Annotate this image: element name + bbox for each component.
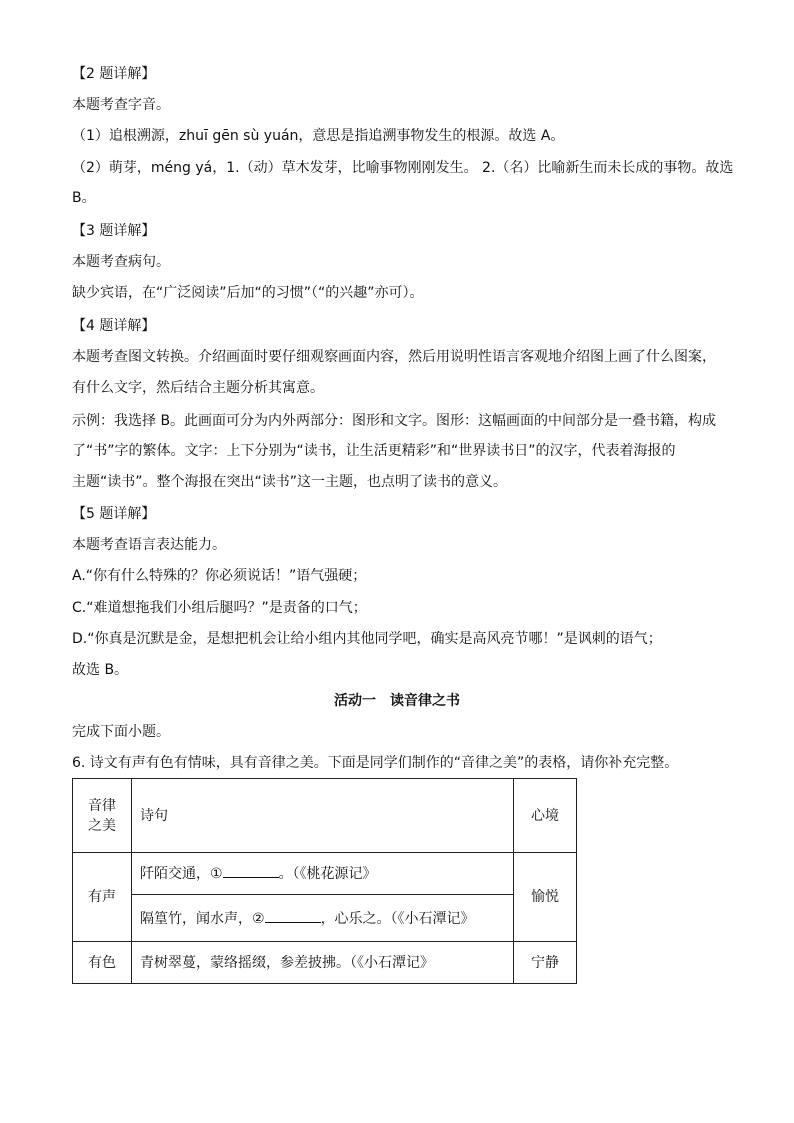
q4-text-1: 本题考查图文转换。介绍画面时要仔细观察画面内容，然后用说明性语言客观地介绍图上画了什么图案，: [72, 349, 716, 365]
verse-1-start: 阡陌交通，①: [140, 866, 223, 882]
q4-text-3: 示例：我选择 B。此画面可分为内外两部分：图形和文字。图形：这幅画面的中间部分是一叠书籍，构成: [72, 413, 717, 429]
q2-text-2: （1）追根溯源，zhuī gēn sù yuán，意思是指追溯事物发生的根源。故选 A。: [72, 128, 565, 144]
table-row-color: [73, 942, 577, 984]
blank-1-field[interactable]: [223, 863, 279, 878]
cell-color: 有色: [73, 942, 132, 984]
q5-text-5: 故选 B。: [72, 662, 129, 678]
cell-verse-2: [132, 895, 514, 942]
header-melody-text: 音律之美: [88, 797, 116, 834]
verse-2-source: ，心乐之。（《小石潭记》: [320, 910, 475, 927]
q4-text-4: 了“书”字的繁体。文字：上下分别为“读书，让生活更精彩”和“世界读书日”的汉字，代表着海报的: [72, 443, 676, 459]
q2-text-1: 本题考查字音。: [72, 97, 170, 113]
cell-verse-3: 青树翠蔓，蒙络摇缀，参差披拂。（《小石潭记》: [132, 942, 514, 984]
cell-mood-calm: 宁静: [514, 942, 577, 984]
instruction-text: 完成下面小题。: [72, 724, 170, 740]
table-header-row: [73, 779, 577, 853]
q2-text-3: （2）萌芽，méng yá，1.（动）草木发芽，比喻事物刚刚发生。 2.（名）比喻新生而未长成的事物。故选: [72, 160, 734, 176]
q5-header: 【5 题详解】: [72, 506, 156, 522]
header-verse: 诗句: [132, 779, 514, 853]
verse-1-source: 。（《桃花源记》: [278, 866, 377, 882]
header-mood: 心境: [514, 779, 577, 853]
q3-text-1: 本题考查病句。: [72, 254, 170, 270]
q2-header: 【2 题详解】: [72, 66, 156, 82]
verse-2-start: 隔篁竹，闻水声，②: [140, 910, 265, 927]
q5-text-4: D.“你真是沉默是金，是想把机会让给小组内其他同学吧，确实是高风亮节哪！”是讽刺的语气；: [72, 631, 662, 647]
q5-text-2: A.“你有什么特殊的？你必须说话！”语气强硬；: [72, 568, 367, 584]
q3-text-2: 缺少宾语，在“广泛阅读”后加“的习惯”（“的兴趣”亦可）。: [72, 285, 424, 301]
q5-text-1: 本题考查语言表达能力。: [72, 537, 226, 553]
cell-verse-1: [132, 853, 514, 895]
q6-prompt: 6. 诗文有声有色有情味，具有音律之美。下面是同学们制作的“音律之美”的表格，请你补充完整。: [72, 755, 679, 771]
header-melody: [73, 779, 132, 853]
cell-sound: 有声: [73, 853, 132, 942]
q4-header: 【4 题详解】: [72, 318, 156, 334]
q3-header: 【3 题详解】: [72, 223, 156, 239]
q4-text-2: 有什么文字，然后结合主题分析其寓意。: [72, 380, 324, 396]
activity-title: 活动一 读音律之书: [334, 693, 460, 709]
blank-2-field[interactable]: [265, 908, 321, 923]
cell-mood-joy: 愉悦: [514, 853, 577, 942]
melody-table: [72, 778, 577, 984]
table-row-sound-b: [73, 895, 577, 942]
q4-text-5: 主题“读书”。整个海报在突出“读书”这一主题，也点明了读书的意义。: [72, 474, 508, 490]
q5-text-3: C.“难道想拖我们小组后腿吗？”是责备的口气；: [72, 600, 367, 616]
table-row-sound-a: [73, 853, 577, 895]
q2-text-4: B。: [72, 190, 96, 206]
